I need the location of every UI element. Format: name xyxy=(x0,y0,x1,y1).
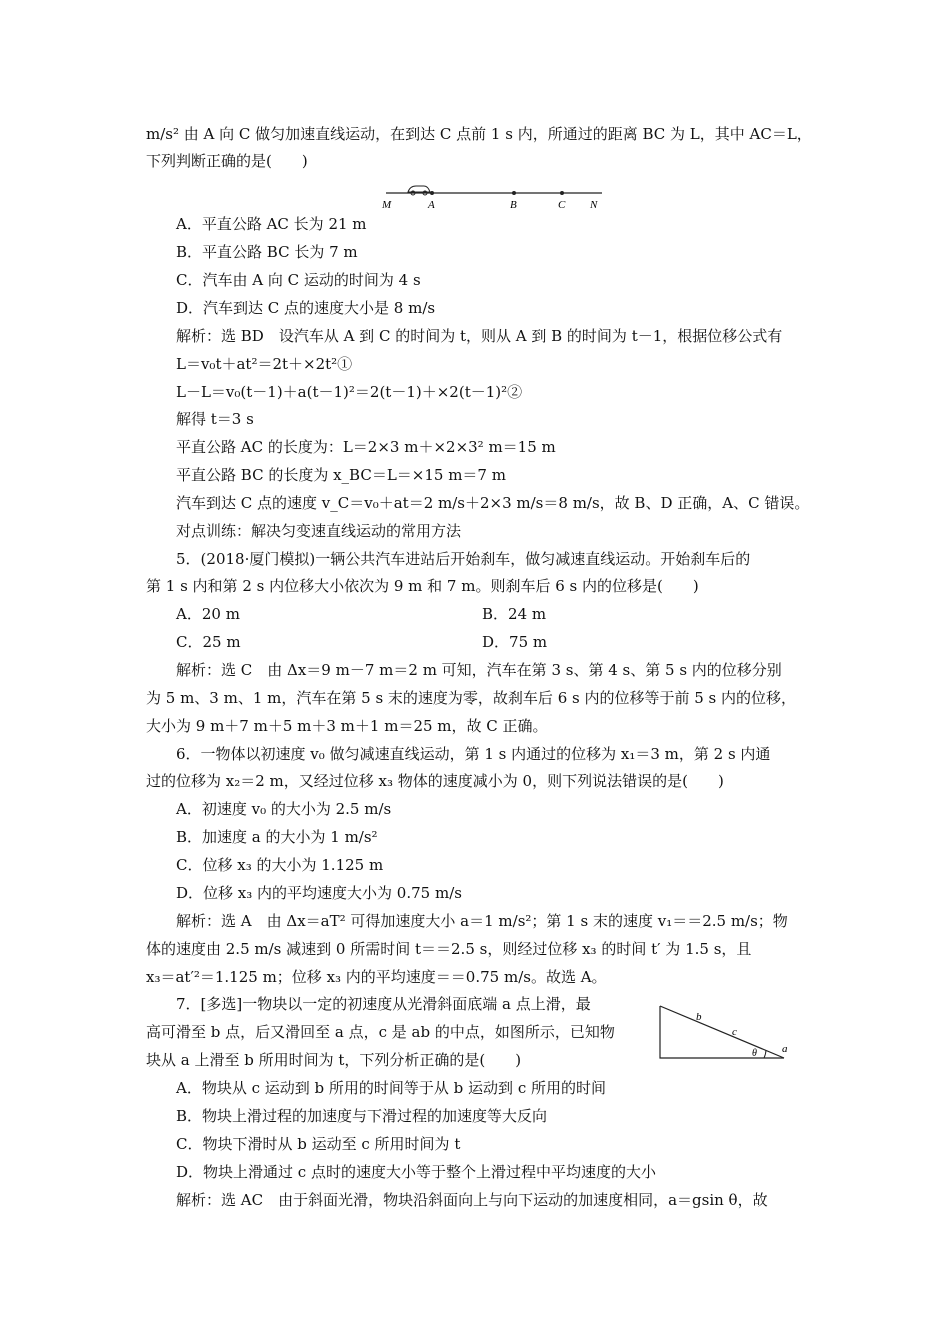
text-line: m/s² 由 A 向 C 做匀加速直线运动，在到达 C 点前 1 s 内，所通过的距离 BC 为 L，其中 AC＝L， xyxy=(146,125,812,143)
q7-option-d: D．物块上滑通过 c 点时的速度大小等于整个上滑过程中平均速度的大小 xyxy=(176,1163,656,1181)
formula-line: L－L＝v₀(t－1)＋a(t－1)²＝2(t－1)＋×2(t－1)²② xyxy=(176,383,523,401)
road-diagram xyxy=(376,178,616,212)
point-a xyxy=(430,191,434,195)
label-a: A xyxy=(428,199,435,211)
label-n: N xyxy=(590,199,598,211)
q7-solution: 解析：选 AC 由于斜面光滑，物块沿斜面向上与向下运动的加速度相同，a＝gsin θ，故 xyxy=(176,1191,768,1209)
solution-line: 汽车到达 C 点的速度 v_C＝v₀＋at＝2 m/s＋2×3 m/s＝8 m/s，故 B、D 正确，A、C 错误。 xyxy=(176,494,810,512)
q6-option-a: A．初速度 v₀ 的大小为 2.5 m/s xyxy=(176,800,392,818)
label-c: C xyxy=(558,199,566,211)
q5-option-a: A．20 m xyxy=(176,605,240,623)
car-icon xyxy=(408,186,430,195)
label-theta: θ xyxy=(752,1048,757,1059)
solution-line: 平直公路 AC 的长度为：L＝2×3 m＋×2×3² m＝15 m xyxy=(176,438,556,456)
question-5: 5．(2018·厦门模拟)一辆公共汽车进站后开始刹车，做匀减速直线运动。开始刹车后的 xyxy=(176,550,751,568)
q7-option-c: C．物块下滑时从 b 运动至 c 所用时间为 t xyxy=(176,1135,461,1153)
incline-diagram xyxy=(656,1000,796,1070)
q5-option-b: B．24 m xyxy=(482,605,547,623)
point-c xyxy=(560,191,564,195)
question-5-cont: 第 1 s 内和第 2 s 内位移大小依次为 9 m 和 7 m。则刹车后 6 s 内的位移是( ) xyxy=(146,577,699,595)
q6-option-d: D．位移 x₃ 内的平均速度大小为 0.75 m/s xyxy=(176,884,462,902)
solution-line: 解得 t＝3 s xyxy=(176,410,254,428)
q7-option-a: A．物块从 c 运动到 b 所用的时间等于从 b 运动到 c 所用的时间 xyxy=(176,1079,606,1097)
q5-option-c: C．25 m xyxy=(176,633,241,651)
question-7: 7．[多选]一物块以一定的初速度从光滑斜面底端 a 点上滑，最 xyxy=(176,995,591,1013)
label-a: a xyxy=(782,1043,788,1055)
section-heading: 对点训练：解决匀变速直线运动的常用方法 xyxy=(176,522,462,540)
q6-solution: 解析：选 A 由 Δx＝aT² 可得加速度大小 a＝1 m/s²；第 1 s 末的速度 v₁＝＝2.5 m/s；物 xyxy=(176,912,788,930)
option-c: C．汽车由 A 向 C 运动的时间为 4 s xyxy=(176,271,421,289)
option-b: B．平直公路 BC 长为 7 m xyxy=(176,243,358,261)
q6-solution: x₃＝at′²＝1.125 m；位移 x₃ 内的平均速度＝＝0.75 m/s。故选 A。 xyxy=(146,968,607,986)
q6-option-c: C．位移 x₃ 的大小为 1.125 m xyxy=(176,856,384,874)
q6-option-b: B．加速度 a 的大小为 1 m/s² xyxy=(176,828,378,846)
label-b: b xyxy=(696,1011,702,1023)
label-m: M xyxy=(382,199,392,211)
point-b xyxy=(512,191,516,195)
question-6-cont: 过的位移为 x₂＝2 m，又经过位移 x₃ 物体的速度减小为 0，则下列说法错误的是( ) xyxy=(146,772,724,790)
text-line: 下列判断正确的是( ) xyxy=(146,152,308,170)
question-7-cont: 块从 a 上滑至 b 所用时间为 t，下列分析正确的是( ) xyxy=(146,1051,522,1069)
option-d: D．汽车到达 C 点的速度大小是 8 m/s xyxy=(176,299,436,317)
q5-solution: 为 5 m、3 m、1 m，汽车在第 5 s 末的速度为零，故刹车后 6 s 内的位移等于前 5 s 内的位移， xyxy=(146,689,797,707)
label-c: c xyxy=(732,1026,737,1038)
question-7-cont: 高可滑至 b 点，后又滑回至 a 点，c 是 ab 的中点，如图所示，已知物 xyxy=(146,1023,615,1041)
label-b: B xyxy=(510,199,517,211)
q5-solution: 解析：选 C 由 Δx＝9 m－7 m＝2 m 可知，汽车在第 3 s、第 4 s、第 5 s 内的位移分别 xyxy=(176,661,782,679)
q5-option-d: D．75 m xyxy=(482,633,548,651)
question-6: 6．一物体以初速度 v₀ 做匀减速直线运动，第 1 s 内通过的位移为 x₁＝3 m，第 2 s 内通 xyxy=(176,745,771,763)
q6-solution: 体的速度由 2.5 m/s 减速到 0 所需时间 t＝＝2.5 s，则经过位移 x₃ 的时间 t′ 为 1.5 s，且 xyxy=(146,940,752,958)
q7-option-b: B．物块上滑过程的加速度与下滑过程的加速度等大反向 xyxy=(176,1107,548,1125)
q5-solution: 大小为 9 m＋7 m＋5 m＋3 m＋1 m＝25 m，故 C 正确。 xyxy=(146,717,548,735)
formula-line: L＝v₀t＋at²＝2t＋×2t²① xyxy=(176,355,353,373)
option-a: A．平直公路 AC 长为 21 m xyxy=(176,215,367,233)
solution-line: 解析：选 BD 设汽车从 A 到 C 的时间为 t，则从 A 到 B 的时间为 t－1，根据位移公式有 xyxy=(176,327,783,345)
solution-line: 平直公路 BC 的长度为 x_BC＝L＝×15 m＝7 m xyxy=(176,466,506,484)
